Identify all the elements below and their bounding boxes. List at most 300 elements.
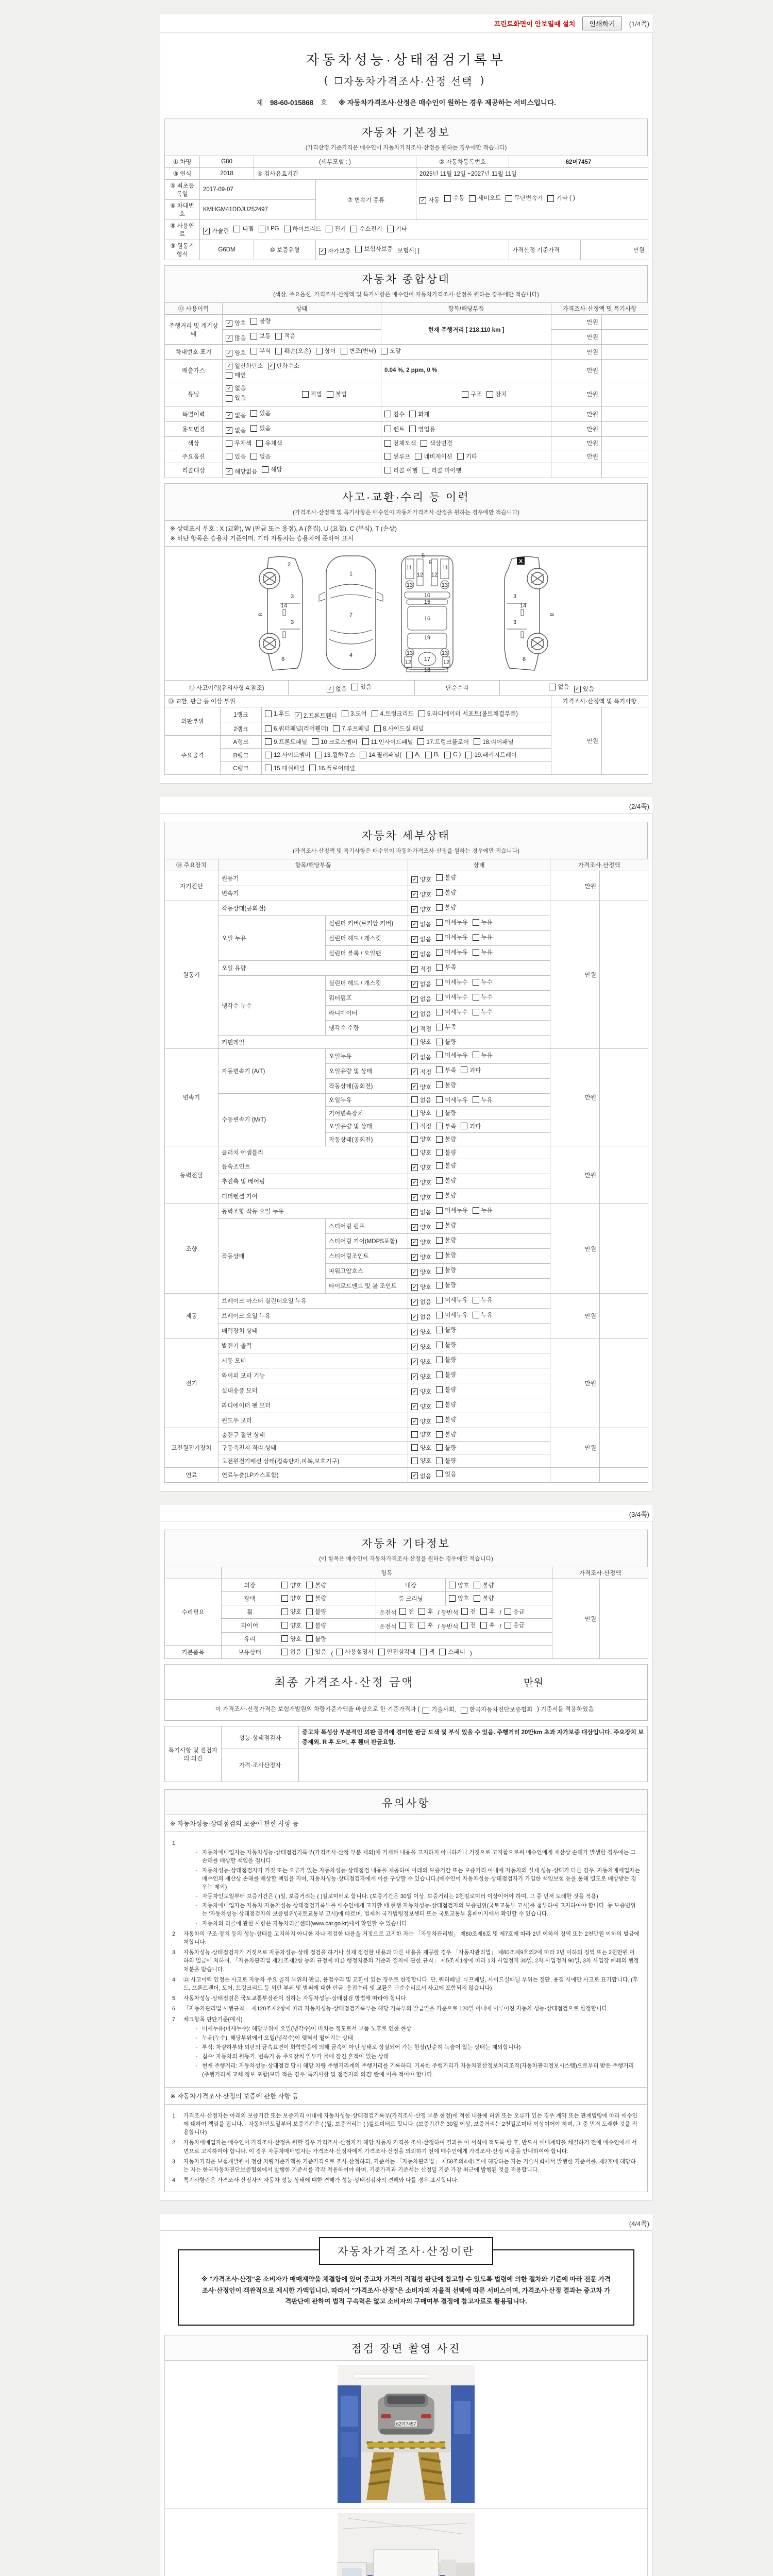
checkbox[interactable] xyxy=(327,391,333,398)
checkbox[interactable] xyxy=(374,725,381,732)
item-state[interactable] xyxy=(408,931,550,946)
check-option[interactable] xyxy=(256,439,282,447)
checkbox[interactable] xyxy=(436,1192,443,1199)
check-option[interactable] xyxy=(411,1268,431,1276)
check-option[interactable] xyxy=(411,1068,431,1076)
check-option[interactable] xyxy=(473,1206,493,1214)
checkbox[interactable] xyxy=(505,1622,511,1629)
checkbox[interactable] xyxy=(281,1608,288,1615)
checkbox[interactable] xyxy=(265,738,272,745)
checkbox[interactable] xyxy=(350,226,357,232)
checkbox[interactable]: ✓ xyxy=(411,1194,418,1201)
vin-mark-state[interactable] xyxy=(223,345,551,360)
checkbox[interactable]: ✓ xyxy=(411,1239,418,1246)
checkbox[interactable] xyxy=(306,1582,313,1588)
check-option[interactable] xyxy=(436,948,467,956)
checkbox[interactable] xyxy=(226,453,232,460)
check-option[interactable] xyxy=(319,247,350,255)
item-state[interactable] xyxy=(278,1579,376,1592)
item-state[interactable] xyxy=(408,1249,550,1264)
item-state[interactable] xyxy=(408,1133,550,1146)
check-option[interactable] xyxy=(226,319,246,327)
check-option[interactable] xyxy=(473,1296,493,1304)
checkbox[interactable] xyxy=(420,1649,427,1655)
checkbox[interactable] xyxy=(436,1267,443,1274)
mileage-state[interactable] xyxy=(223,315,381,330)
check-option[interactable] xyxy=(306,1594,326,1602)
checkbox[interactable] xyxy=(355,246,362,252)
check-option[interactable] xyxy=(461,1607,476,1616)
check-option[interactable] xyxy=(480,1621,495,1629)
check-option[interactable] xyxy=(436,1221,456,1229)
checkbox[interactable] xyxy=(436,919,443,926)
check-option[interactable] xyxy=(411,875,431,884)
check-option[interactable] xyxy=(335,73,473,88)
check-option[interactable] xyxy=(384,452,410,461)
checkbox[interactable] xyxy=(474,1595,480,1602)
check-option[interactable] xyxy=(281,1648,301,1656)
checkbox[interactable] xyxy=(444,752,451,758)
check-option[interactable] xyxy=(275,332,295,340)
checkbox[interactable] xyxy=(226,440,232,447)
item-state[interactable] xyxy=(278,1592,376,1605)
check-option[interactable] xyxy=(461,1705,532,1715)
checkbox[interactable] xyxy=(436,1431,443,1438)
check-option[interactable] xyxy=(226,411,246,419)
checkbox[interactable]: ✓ xyxy=(411,891,418,898)
check-option[interactable] xyxy=(436,1470,456,1478)
checkbox[interactable] xyxy=(384,426,391,432)
check-option[interactable] xyxy=(436,1023,456,1031)
checkbox[interactable] xyxy=(250,425,257,432)
checkbox[interactable]: ✓ xyxy=(411,1359,418,1365)
checkbox[interactable] xyxy=(306,1635,313,1642)
rank2-checks[interactable] xyxy=(262,722,551,736)
item-state[interactable] xyxy=(408,871,550,886)
checkbox[interactable] xyxy=(469,195,476,202)
check-option[interactable] xyxy=(436,1296,467,1304)
warranty-options[interactable] xyxy=(316,240,509,260)
checkbox[interactable] xyxy=(436,1282,443,1289)
checkbox[interactable] xyxy=(436,1039,443,1045)
item-state[interactable] xyxy=(446,1592,552,1605)
check-option[interactable] xyxy=(399,1607,414,1616)
check-option[interactable] xyxy=(411,995,431,1003)
checkbox[interactable] xyxy=(461,1123,467,1129)
checkbox[interactable] xyxy=(474,1582,480,1588)
check-option[interactable] xyxy=(312,738,358,746)
item-state[interactable] xyxy=(408,1093,550,1107)
check-option[interactable] xyxy=(387,225,407,233)
checkbox[interactable]: ✓ xyxy=(411,1011,418,1018)
check-option[interactable] xyxy=(226,467,257,476)
item-state[interactable] xyxy=(408,1441,550,1454)
check-option[interactable] xyxy=(399,1621,414,1629)
checkbox[interactable] xyxy=(436,1096,443,1103)
check-option[interactable] xyxy=(436,918,467,926)
check-option[interactable] xyxy=(226,349,246,357)
check-option[interactable] xyxy=(203,227,229,235)
item-state[interactable] xyxy=(408,1383,550,1398)
checkbox[interactable] xyxy=(436,1207,443,1214)
check-option[interactable] xyxy=(411,1417,431,1426)
item-state[interactable] xyxy=(408,1146,550,1159)
checkbox[interactable] xyxy=(384,453,391,460)
checkbox[interactable] xyxy=(457,453,464,460)
checkbox[interactable] xyxy=(284,226,291,232)
check-option[interactable] xyxy=(423,466,462,474)
check-option[interactable] xyxy=(461,1066,481,1074)
checkbox[interactable] xyxy=(436,1371,443,1378)
check-option[interactable] xyxy=(233,225,254,233)
check-option[interactable] xyxy=(547,193,575,205)
check-option[interactable] xyxy=(409,425,435,433)
check-option[interactable] xyxy=(409,410,429,418)
check-option[interactable] xyxy=(436,1148,456,1157)
checkbox[interactable] xyxy=(436,874,443,881)
item-state[interactable] xyxy=(408,1454,550,1468)
checkbox[interactable] xyxy=(436,1416,443,1423)
checkbox[interactable] xyxy=(411,1444,418,1451)
checkbox[interactable] xyxy=(436,1297,443,1303)
check-option[interactable] xyxy=(309,764,355,772)
item-state[interactable] xyxy=(408,916,550,931)
checkbox[interactable] xyxy=(399,1622,406,1629)
checkbox[interactable] xyxy=(473,994,479,1001)
checkbox[interactable]: ✓ xyxy=(411,1299,418,1306)
checkbox[interactable]: ✓ xyxy=(411,1403,418,1410)
item-state[interactable] xyxy=(408,1107,550,1120)
check-option[interactable] xyxy=(436,963,456,971)
checkbox[interactable] xyxy=(265,765,272,771)
check-option[interactable] xyxy=(327,390,347,398)
check-option[interactable] xyxy=(486,390,507,398)
checkbox[interactable] xyxy=(473,919,479,926)
check-option[interactable] xyxy=(436,1355,456,1364)
check-option[interactable] xyxy=(262,465,282,473)
transmission-options[interactable] xyxy=(416,180,648,220)
checkbox[interactable] xyxy=(421,440,427,447)
special-history-item[interactable] xyxy=(381,407,551,422)
check-option[interactable] xyxy=(411,1253,431,1261)
checkbox[interactable] xyxy=(473,1312,479,1318)
check-option[interactable] xyxy=(436,1281,456,1289)
checkbox[interactable] xyxy=(312,738,318,745)
checkbox[interactable]: ✓ xyxy=(411,1083,418,1090)
accident-history-state[interactable] xyxy=(289,681,415,696)
check-option[interactable] xyxy=(449,1594,469,1602)
recall-state[interactable] xyxy=(223,463,381,478)
check-option[interactable] xyxy=(336,1648,374,1656)
check-option[interactable] xyxy=(469,193,500,205)
check-option[interactable] xyxy=(436,1206,467,1214)
check-option[interactable] xyxy=(250,317,271,325)
check-option[interactable] xyxy=(436,1326,456,1334)
checkbox[interactable]: ✓ xyxy=(411,1069,418,1075)
check-option[interactable] xyxy=(411,1358,431,1366)
check-option[interactable] xyxy=(226,384,246,393)
item-state[interactable] xyxy=(278,1605,376,1619)
checkbox[interactable]: ✓ xyxy=(411,1418,418,1425)
check-option[interactable] xyxy=(436,1038,456,1046)
check-option[interactable] xyxy=(444,752,461,758)
checkbox[interactable]: ✓ xyxy=(411,1344,418,1350)
print-button[interactable]: 인쇄하기 xyxy=(582,16,621,30)
check-option[interactable] xyxy=(473,1051,493,1059)
check-option[interactable] xyxy=(457,452,477,461)
check-option[interactable] xyxy=(265,724,328,733)
checkbox[interactable] xyxy=(436,1237,443,1244)
check-option[interactable] xyxy=(436,1066,456,1074)
check-option[interactable] xyxy=(226,439,251,447)
checkbox[interactable] xyxy=(250,333,257,340)
checkbox[interactable]: ✓ xyxy=(226,350,232,357)
check-option[interactable] xyxy=(411,1025,431,1033)
check-option[interactable] xyxy=(295,711,337,720)
rank1-checks[interactable] xyxy=(262,707,551,722)
checkbox[interactable] xyxy=(461,1707,467,1714)
checkbox[interactable] xyxy=(281,1595,288,1602)
checkbox[interactable] xyxy=(333,725,340,732)
check-option[interactable] xyxy=(226,334,246,342)
checkbox[interactable] xyxy=(275,333,282,340)
check-option[interactable] xyxy=(436,903,456,911)
check-option[interactable] xyxy=(411,935,431,943)
check-option[interactable] xyxy=(436,1081,456,1089)
check-option[interactable] xyxy=(384,425,405,433)
check-option[interactable] xyxy=(444,193,464,205)
check-option[interactable] xyxy=(250,347,271,355)
checkbox[interactable] xyxy=(436,1327,443,1333)
check-option[interactable] xyxy=(436,1096,467,1104)
check-option[interactable] xyxy=(411,1430,431,1438)
check-option[interactable] xyxy=(436,933,467,941)
checkbox[interactable] xyxy=(449,1582,456,1588)
item-state[interactable] xyxy=(408,946,550,961)
checkbox[interactable]: ✓ xyxy=(411,996,418,1003)
checkbox[interactable] xyxy=(473,1207,479,1214)
checkbox[interactable]: ✓ xyxy=(411,1054,418,1060)
checkbox[interactable] xyxy=(436,1162,443,1169)
item-state[interactable] xyxy=(408,1368,550,1383)
check-option[interactable] xyxy=(411,1208,431,1216)
check-option[interactable] xyxy=(411,1328,431,1336)
check-option[interactable] xyxy=(436,1236,456,1244)
checkbox[interactable] xyxy=(436,1052,443,1058)
item-state[interactable] xyxy=(408,1036,550,1049)
checkbox[interactable]: ✓ xyxy=(411,1314,418,1320)
checkbox[interactable]: ✓ xyxy=(411,1284,418,1291)
check-option[interactable] xyxy=(265,764,305,772)
checkbox[interactable] xyxy=(436,1177,443,1184)
checkbox[interactable] xyxy=(281,1635,288,1642)
item-state[interactable] xyxy=(408,1189,550,1204)
check-option[interactable] xyxy=(473,933,493,941)
checkbox[interactable]: ✓ xyxy=(411,981,418,988)
check-option[interactable] xyxy=(411,920,431,928)
check-option[interactable] xyxy=(411,1193,431,1201)
check-option[interactable] xyxy=(436,993,467,1001)
checkbox[interactable] xyxy=(436,934,443,941)
check-option[interactable] xyxy=(350,225,382,233)
check-option[interactable] xyxy=(326,225,346,233)
check-option[interactable] xyxy=(384,439,416,447)
check-option[interactable] xyxy=(436,888,456,896)
check-option[interactable] xyxy=(473,993,493,1001)
check-option[interactable] xyxy=(473,978,493,986)
checkbox[interactable]: ✓ xyxy=(226,363,232,369)
check-option[interactable] xyxy=(275,347,311,355)
checkbox[interactable] xyxy=(378,1649,385,1655)
checkbox[interactable] xyxy=(436,994,443,1001)
checkbox[interactable]: ✓ xyxy=(411,1254,418,1261)
check-option[interactable] xyxy=(411,1148,431,1157)
checkbox[interactable] xyxy=(233,226,240,232)
check-option[interactable] xyxy=(411,1010,431,1018)
checkbox[interactable] xyxy=(436,889,443,896)
checkbox[interactable]: ✓ xyxy=(268,363,275,369)
item-state[interactable] xyxy=(408,1006,550,1021)
checkbox[interactable]: ✓ xyxy=(295,713,301,719)
check-option[interactable] xyxy=(411,1163,431,1172)
checkbox[interactable] xyxy=(415,453,422,460)
usage-change-item[interactable] xyxy=(381,422,551,437)
checkbox[interactable] xyxy=(436,1066,443,1073)
checkbox[interactable]: ✓ xyxy=(411,1269,418,1276)
checkbox[interactable] xyxy=(547,195,554,202)
tuning-state[interactable] xyxy=(223,382,381,407)
check-option[interactable] xyxy=(473,1096,493,1104)
item-state[interactable] xyxy=(408,961,550,976)
check-option[interactable] xyxy=(411,1109,431,1117)
check-option[interactable] xyxy=(411,1135,431,1143)
item-state[interactable] xyxy=(408,1120,550,1133)
check-option[interactable] xyxy=(506,193,543,205)
check-option[interactable] xyxy=(436,1051,467,1059)
checkbox[interactable] xyxy=(436,1444,443,1451)
checkbox[interactable] xyxy=(384,467,391,473)
check-option[interactable] xyxy=(226,394,246,403)
checkbox[interactable] xyxy=(549,684,556,690)
checkbox[interactable]: ✓ xyxy=(226,412,232,419)
check-option[interactable] xyxy=(250,409,271,417)
check-option[interactable] xyxy=(436,1444,456,1452)
checkbox[interactable] xyxy=(436,1342,443,1348)
tuning-item[interactable] xyxy=(381,382,551,407)
check-option[interactable] xyxy=(436,1135,456,1143)
check-option[interactable] xyxy=(436,1415,456,1423)
check-option[interactable] xyxy=(351,683,372,691)
check-option[interactable] xyxy=(549,683,569,691)
check-option[interactable] xyxy=(284,225,322,233)
checkbox[interactable] xyxy=(436,964,443,971)
check-option[interactable] xyxy=(436,1251,456,1259)
check-option[interactable] xyxy=(268,362,299,370)
checkbox[interactable] xyxy=(462,391,468,398)
checkbox[interactable] xyxy=(259,226,265,232)
checkbox[interactable] xyxy=(461,1608,468,1615)
checkbox[interactable] xyxy=(465,752,472,758)
check-option[interactable] xyxy=(265,751,311,759)
check-option[interactable] xyxy=(411,1283,431,1291)
checkbox[interactable] xyxy=(399,1608,406,1615)
checkbox[interactable]: ✓ xyxy=(411,936,418,943)
check-option[interactable] xyxy=(355,245,393,253)
simple-repair-state[interactable] xyxy=(500,681,648,696)
checkbox[interactable] xyxy=(418,710,425,717)
checkbox[interactable]: ✓ xyxy=(411,1209,418,1216)
rankB-checks[interactable] xyxy=(262,749,551,762)
checkbox[interactable] xyxy=(265,725,272,732)
check-option[interactable] xyxy=(315,751,355,759)
checkbox[interactable] xyxy=(256,440,263,447)
check-option[interactable] xyxy=(436,1176,456,1184)
check-option[interactable] xyxy=(281,1594,301,1602)
check-option[interactable] xyxy=(425,752,440,758)
color-item[interactable] xyxy=(381,437,551,450)
check-option[interactable] xyxy=(381,347,401,355)
item-state[interactable] xyxy=(408,886,550,901)
check-option[interactable] xyxy=(461,1621,476,1629)
checkbox[interactable] xyxy=(436,1470,443,1477)
checkbox[interactable] xyxy=(436,1009,443,1015)
item-state[interactable] xyxy=(278,1632,376,1646)
checkbox[interactable]: ✓ xyxy=(411,876,418,883)
checkbox[interactable] xyxy=(306,1608,313,1615)
check-option[interactable] xyxy=(473,918,493,926)
checkbox[interactable] xyxy=(423,1707,429,1714)
recall-item[interactable] xyxy=(381,463,551,478)
checkbox[interactable] xyxy=(335,77,342,84)
check-option[interactable] xyxy=(473,1311,493,1319)
item-state[interactable] xyxy=(408,1021,550,1036)
check-option[interactable] xyxy=(505,1607,525,1616)
mileage-amount[interactable] xyxy=(223,330,381,345)
item-state[interactable] xyxy=(408,1279,550,1294)
checkbox[interactable] xyxy=(411,1039,418,1045)
checkbox[interactable] xyxy=(265,710,272,717)
checkbox[interactable]: ✓ xyxy=(574,686,581,692)
checkbox[interactable] xyxy=(436,1252,443,1259)
checkbox[interactable] xyxy=(473,1009,479,1015)
basic-items-state[interactable] xyxy=(278,1646,552,1659)
item-state[interactable] xyxy=(408,1294,550,1309)
check-option[interactable] xyxy=(362,738,413,746)
check-option[interactable] xyxy=(474,738,513,746)
checkbox[interactable] xyxy=(480,1622,487,1629)
check-option[interactable] xyxy=(420,1648,434,1656)
check-option[interactable] xyxy=(418,1607,433,1616)
check-option[interactable] xyxy=(505,1621,525,1629)
check-option[interactable] xyxy=(342,709,367,718)
item-state[interactable] xyxy=(408,1048,550,1063)
checkbox[interactable] xyxy=(281,1582,288,1588)
item-state[interactable] xyxy=(376,1619,552,1633)
check-option[interactable] xyxy=(327,685,347,693)
checkbox[interactable]: ✓ xyxy=(226,427,232,434)
checkbox[interactable]: ✓ xyxy=(411,1179,418,1186)
checkbox[interactable] xyxy=(436,1222,443,1229)
check-option[interactable] xyxy=(411,1238,431,1246)
checkbox[interactable] xyxy=(436,1458,443,1464)
check-option[interactable] xyxy=(226,362,263,370)
checkbox[interactable] xyxy=(275,348,282,354)
check-option[interactable] xyxy=(436,1341,456,1349)
checkbox[interactable]: ✓ xyxy=(411,1164,418,1171)
checkbox[interactable] xyxy=(411,1136,418,1143)
checkbox[interactable] xyxy=(409,411,416,417)
checkbox[interactable]: ✓ xyxy=(203,228,210,234)
